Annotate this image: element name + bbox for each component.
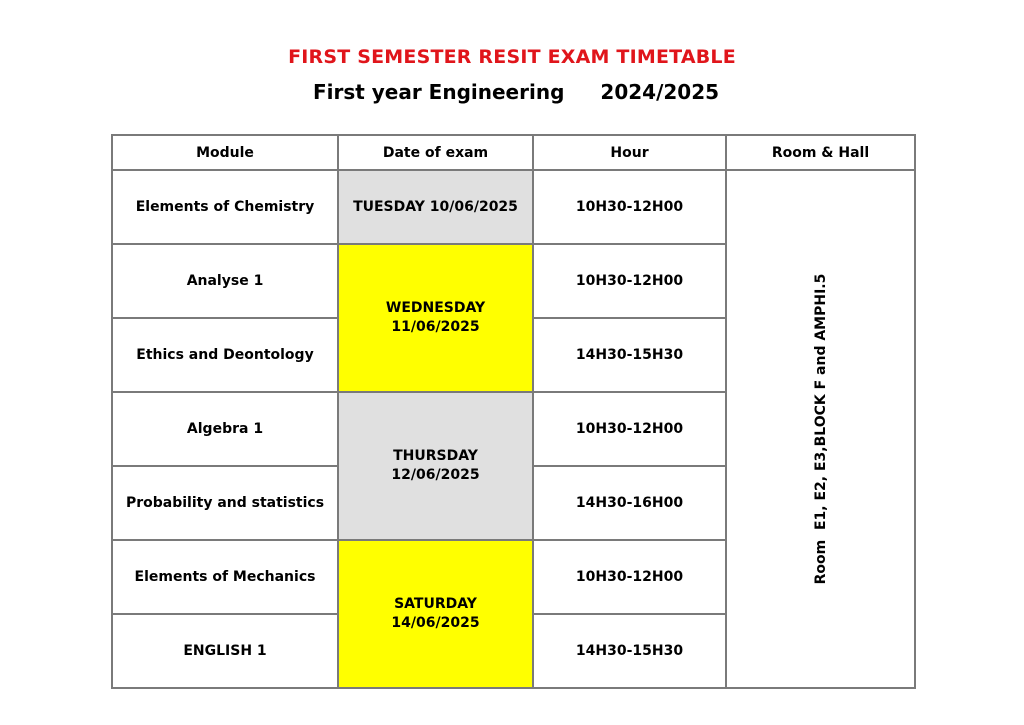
room-text: Room E1, E2, E3,BLOCK F and AMPHI.5 <box>812 273 829 585</box>
exam-timetable <box>111 134 916 689</box>
date-cell <box>338 170 533 244</box>
hour-cell: 14H30-15H30 <box>533 318 726 392</box>
module-cell: Analyse 1 <box>112 244 338 318</box>
date-cell <box>338 244 533 392</box>
table-header-row <box>112 135 915 170</box>
page-title: FIRST SEMESTER RESIT EXAM TIMETABLE <box>288 46 736 68</box>
module-cell: Algebra 1 <box>112 392 338 466</box>
date-cell <box>338 540 533 688</box>
hour-cell: 10H30-12H00 <box>533 170 726 244</box>
module-cell: Ethics and Deontology <box>112 318 338 392</box>
table-row <box>112 170 915 244</box>
date-weekday: WEDNESDAY <box>385 300 486 316</box>
hour-cell: 10H30-12H00 <box>533 392 726 466</box>
header-date: Date of exam <box>338 135 533 170</box>
date-cell <box>338 392 533 540</box>
page-subtitle <box>0 80 1024 104</box>
hour-cell: 10H30-12H00 <box>533 244 726 318</box>
header-module: Module <box>112 135 338 170</box>
date-weekday: SATURDAY <box>394 596 477 612</box>
date-line: TUESDAY 10/06/2025 <box>353 198 518 215</box>
date-day: 12/06/2025 <box>391 467 480 483</box>
program-name: First year Engineering <box>312 80 565 104</box>
module-cell: Elements of Chemistry <box>112 170 338 244</box>
module-cell: Elements of Mechanics <box>112 540 338 614</box>
date-day: 14/06/2025 <box>391 615 480 631</box>
header-room: Room & Hall <box>726 135 915 170</box>
hour-cell: 14H30-16H00 <box>533 466 726 540</box>
academic-year: 2024/2025 <box>600 80 720 104</box>
header-hour: Hour <box>533 135 726 170</box>
module-cell: Probability and statistics <box>112 466 338 540</box>
module-cell: ENGLISH 1 <box>112 614 338 688</box>
date-day: 11/06/2025 <box>391 319 480 335</box>
date-weekday: THURSDAY <box>393 448 478 464</box>
room-cell <box>726 170 915 688</box>
hour-cell: 14H30-15H30 <box>533 614 726 688</box>
hour-cell: 10H30-12H00 <box>533 540 726 614</box>
